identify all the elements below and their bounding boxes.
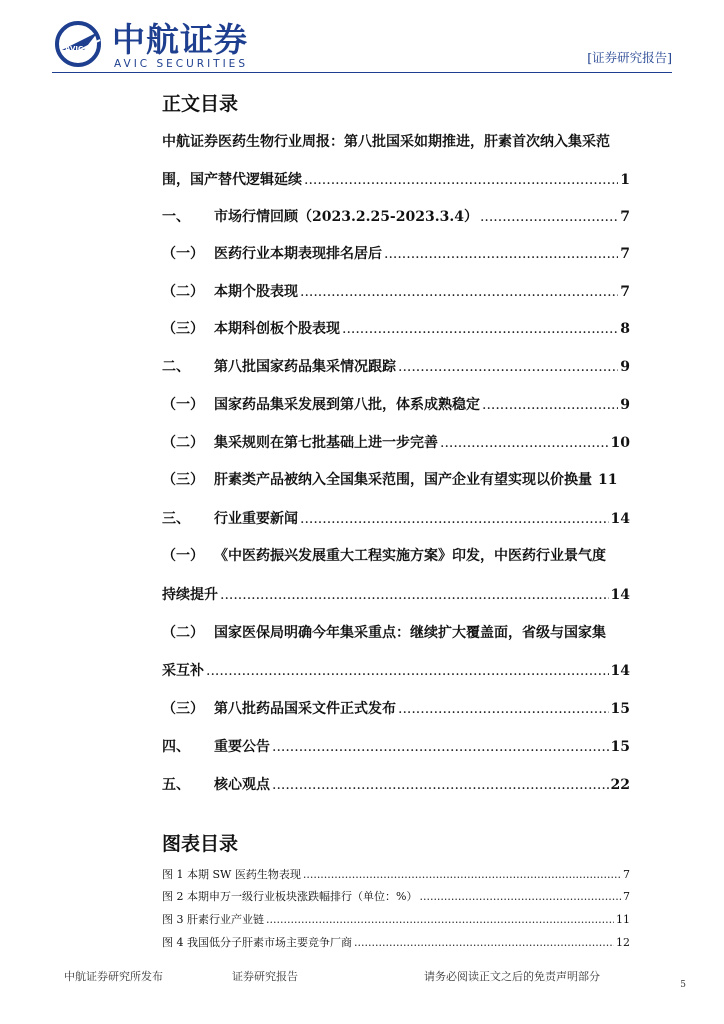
toc-entry-title: 行业重要新闻: [214, 511, 298, 527]
figure-list-title: 图表目录: [162, 833, 239, 855]
leader-dots: [384, 244, 618, 264]
toc-entry[interactable]: [162, 699, 630, 719]
footer-disclaimer-note: 请务必阅读正文之后的免责声明部分: [424, 970, 600, 983]
toc-page-number: 10: [610, 435, 630, 451]
toc-page-number: 7: [620, 246, 630, 262]
toc-page-number: 7: [620, 209, 630, 225]
toc-entry[interactable]: [162, 244, 630, 264]
toc-entry-number: 二、: [162, 359, 190, 375]
toc-entry-number: 一、: [162, 209, 190, 225]
toc-entry-number: （三）: [162, 321, 204, 337]
figure-entry-title: 图 3 肝素行业产业链: [162, 913, 264, 926]
toc-entry[interactable]: [162, 282, 630, 302]
toc-entry[interactable]: [162, 509, 630, 529]
toc-entry-number: 三、: [162, 511, 190, 527]
avic-logo-icon: [54, 20, 106, 68]
header-divider: [52, 72, 672, 73]
brand-name-en: AVIC SECURITIES: [114, 58, 248, 70]
logo-text: AVIC: [65, 45, 84, 53]
figure-entry-title: 图 4 我国低分子肝素市场主要竞争厂商: [162, 936, 352, 949]
toc-entry-title: 本期科创板个股表现: [214, 321, 340, 337]
toc-entry-wrapped[interactable]: [162, 623, 630, 643]
leader-dots: [304, 170, 618, 190]
toc-entry-number: 五、: [162, 777, 190, 793]
toc-entry-number: （二）: [162, 625, 204, 641]
leader-dots: [482, 395, 618, 415]
toc-entry-wrapped[interactable]: [162, 546, 630, 566]
toc-entry-continuation[interactable]: [162, 661, 630, 681]
toc-intro-text1: 中航证券医药生物行业周报：第八批国采如期推进，肝素首次纳入集采范: [162, 134, 610, 150]
toc-page-number: 14: [610, 587, 630, 603]
toc-entry-number: （一）: [162, 397, 204, 413]
toc-entry[interactable]: [162, 775, 630, 795]
page-number: 5: [680, 980, 686, 990]
toc-entry[interactable]: [162, 207, 630, 227]
toc-page-number: 15: [610, 739, 630, 755]
toc-entry-title-cont: 持续提升: [162, 587, 218, 603]
leader-dots: [303, 867, 621, 882]
toc-entry-title: 肝素类产品被纳入全国集采范围，国产企业有望实现以价换量: [214, 472, 592, 488]
leader-dots: [419, 889, 621, 904]
toc-page-number: 14: [610, 663, 630, 679]
toc-entry-title: 《中医药振兴发展重大工程实施方案》印发，中医药行业景气度: [214, 548, 606, 564]
leader-dots: [480, 207, 618, 227]
toc-entry-title: 重要公告: [214, 739, 270, 755]
toc-entry-number: （三）: [162, 701, 204, 717]
leader-dots: [440, 433, 609, 453]
toc-title: 正文目录: [162, 93, 239, 115]
toc-entry-title: 国家医保局明确今年集采重点：继续扩大覆盖面，省级与国家集: [214, 625, 606, 641]
toc-entry-number: 四、: [162, 739, 190, 755]
leader-dots: [300, 282, 618, 302]
toc-page-number: 11: [598, 472, 618, 488]
toc-entry-number: （二）: [162, 435, 204, 451]
toc-entry-title: 第八批药品国采文件正式发布: [214, 701, 396, 717]
toc-entry-title: 市场行情回顾（2023.2.25-2023.3.4）: [214, 209, 478, 225]
toc-entry[interactable]: [162, 319, 630, 339]
leader-dots: [342, 319, 618, 339]
toc-intro-text2: 围，国产替代逻辑延续: [162, 172, 302, 188]
toc-entry[interactable]: [162, 395, 630, 415]
toc-page-number: 15: [610, 701, 630, 717]
toc-entry-title: 第八批国家药品集采情况跟踪: [214, 359, 396, 375]
figure-entry[interactable]: [162, 867, 630, 882]
toc-entry-continuation[interactable]: [162, 585, 630, 605]
leader-dots: [220, 585, 609, 605]
toc-entry-number: （二）: [162, 284, 204, 300]
toc-page-number: 9: [620, 359, 630, 375]
leader-dots: [272, 737, 609, 757]
footer-publisher: 中航证券研究所发布: [64, 970, 163, 983]
toc-page-number: 14: [610, 511, 630, 527]
toc-entry-title-cont: 采互补: [162, 663, 204, 679]
toc-entry-title: 国家药品集采发展到第八批，体系成熟稳定: [214, 397, 480, 413]
figure-page-number: 11: [616, 913, 630, 926]
toc-page-number: 9: [620, 397, 630, 413]
toc-entry-number: （一）: [162, 246, 204, 262]
toc-entry-title: 本期个股表现: [214, 284, 298, 300]
toc-entry[interactable]: [162, 470, 630, 490]
figure-page-number: 7: [623, 890, 630, 903]
figure-entry[interactable]: [162, 912, 630, 927]
leader-dots: [398, 357, 618, 377]
figure-page-number: 7: [623, 868, 630, 881]
leader-dots: [354, 935, 614, 950]
toc-entry-title: 核心观点: [214, 777, 270, 793]
figure-page-number: 12: [616, 936, 630, 949]
page-header: [0, 0, 724, 82]
figure-entry[interactable]: [162, 935, 630, 950]
toc-entry-number: （一）: [162, 548, 204, 564]
toc-entry[interactable]: [162, 357, 630, 377]
toc-page-number: 22: [610, 777, 630, 793]
toc-entry-title: 集采规则在第七批基础上进一步完善: [214, 435, 438, 451]
toc-intro-line1[interactable]: [162, 132, 630, 152]
toc-intro-entry[interactable]: [162, 170, 630, 190]
figure-entry-title: 图 2 本期申万一级行业板块涨跌幅排行（单位：%）: [162, 890, 418, 903]
brand-name-cn: 中航证券: [112, 20, 248, 59]
toc-entry[interactable]: [162, 433, 630, 453]
footer-report-type: 证券研究报告: [232, 970, 298, 983]
toc-entry-title: 医药行业本期表现排名居后: [214, 246, 382, 262]
leader-dots: [206, 661, 609, 681]
toc-page-number: 7: [620, 284, 630, 300]
leader-dots: [272, 775, 609, 795]
toc-page-number: 1: [620, 172, 630, 188]
toc-entry-number: （三）: [162, 472, 204, 488]
toc-entry[interactable]: [162, 737, 630, 757]
figure-entry[interactable]: [162, 889, 630, 904]
leader-dots: [398, 699, 609, 719]
figure-entry-title: 图 1 本期 SW 医药生物表现: [162, 868, 301, 881]
toc-page-number: 8: [620, 321, 630, 337]
leader-dots: [300, 509, 609, 529]
leader-dots: [266, 912, 614, 927]
report-type-tag: [证券研究报告]: [587, 50, 672, 65]
